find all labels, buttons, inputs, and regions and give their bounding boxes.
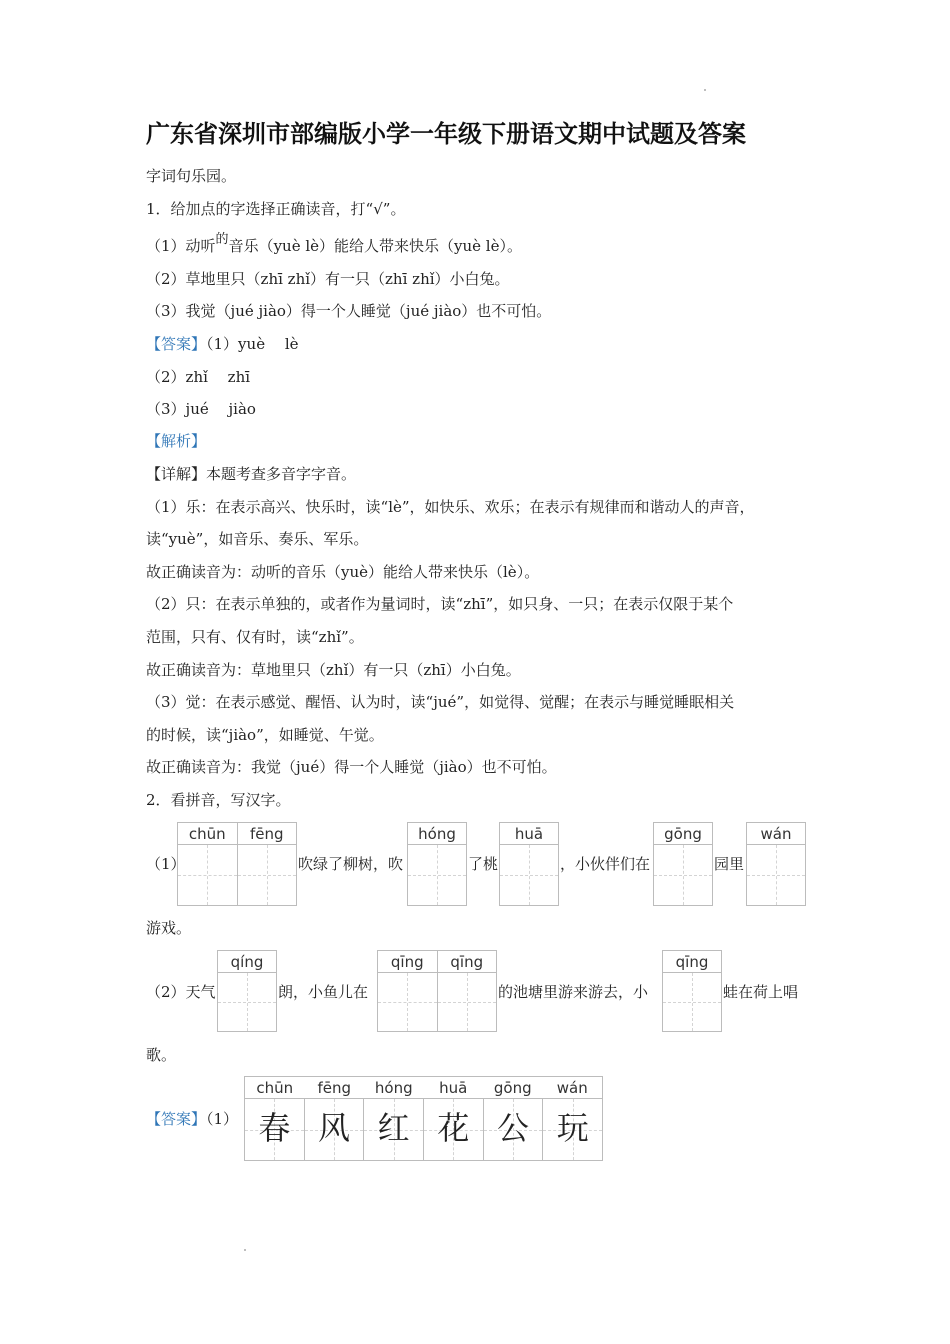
- explain-line-2: 读“yuè”，如音乐、奏乐、军乐。: [146, 530, 369, 548]
- writing-cell[interactable]: [663, 973, 721, 1031]
- answer-pinyin: wán: [556, 1079, 588, 1097]
- pinyin-box-wan[interactable]: [746, 822, 806, 906]
- answer-pinyin: fēng: [317, 1079, 352, 1097]
- pinyin-label: qíng: [230, 953, 264, 971]
- q2-line1-seg2: 了桃: [468, 855, 499, 873]
- q1-answer-1-text: （1）yuè lè: [206, 335, 299, 353]
- q1-item-1-post: 音乐（yuè lè）能给人带来快乐（yuè lè）。: [228, 237, 522, 255]
- pinyin-label: fēng: [237, 823, 297, 844]
- explain-line-9: 故正确读音为：我觉（jué）得一个人睡觉（jiào）也不可怕。: [146, 758, 557, 776]
- pinyin-box-qing-2[interactable]: [662, 950, 722, 1032]
- q2-line1-tail: 游戏。: [146, 919, 192, 937]
- pinyin-label: chūn: [188, 825, 226, 843]
- pinyin-box-qingqing[interactable]: [377, 950, 497, 1032]
- answer-char: 花: [437, 1109, 470, 1147]
- q2-line2-seg2: 的池塘里游来游去，小: [498, 983, 649, 1001]
- q2-answer-num: （1）: [206, 1110, 239, 1128]
- q2-answer-line: [146, 1109, 238, 1129]
- q2-line2-seg3: 蛙在荷上唱: [723, 983, 799, 1001]
- q2-line2-tail: 歌。: [146, 1046, 177, 1064]
- q1-answer-3: （3）jué jiào: [146, 400, 256, 418]
- answer-cell: [363, 1099, 423, 1160]
- q2-line1-seg4: 园里: [714, 855, 745, 873]
- pinyin-label: huā: [514, 825, 544, 843]
- explain-line-8: 的时候，读“jiào”，如睡觉、午觉。: [146, 726, 384, 744]
- q2-line1-num: （1）: [146, 855, 186, 873]
- explain-line-3: 故正确读音为：动听的音乐（yuè）能给人带来快乐（lè）。: [146, 563, 540, 581]
- q1-answer-1: [146, 334, 299, 354]
- writing-cell[interactable]: [747, 845, 805, 905]
- writing-cell[interactable]: [500, 845, 558, 905]
- pinyin-label: hóng: [418, 825, 456, 843]
- answer-cell: [245, 1099, 304, 1160]
- answer-label: 【答案】: [146, 335, 207, 353]
- detail-text: 本题考查多音字字音。: [206, 465, 357, 483]
- q1-stem: 1．给加点的字选择正确读音，打“√”。: [146, 200, 406, 218]
- writing-cell[interactable]: [218, 973, 276, 1031]
- writing-cell[interactable]: [237, 845, 297, 905]
- answer-char: 公: [497, 1109, 530, 1147]
- scan-dot: [704, 89, 706, 91]
- pinyin-label: wán: [760, 825, 792, 843]
- answer-cell: [542, 1099, 602, 1160]
- analysis-label: 【解析】: [146, 432, 207, 450]
- q2-line2-num: （2）天气: [146, 983, 216, 1001]
- answer-label: 【答案】: [146, 1110, 207, 1128]
- answer-char: 玩: [556, 1109, 589, 1147]
- explain-line-6: 故正确读音为：草地里只（zhǐ）有一只（zhī）小白兔。: [146, 661, 521, 679]
- writing-cell[interactable]: [178, 845, 237, 905]
- q1-item-1-pre: （1）动听: [146, 237, 216, 255]
- answer-cell: [423, 1099, 483, 1160]
- scan-dot: [244, 1249, 246, 1251]
- explain-line-4: （2）只：在表示单独的，或者作为量词时，读“zhī”，如只身、一只；在表示仅限于某个: [146, 595, 734, 613]
- q1-item-3: （3）我觉（jué jiào）得一个人睡觉（jué jiào）也不可怕。: [146, 302, 552, 320]
- explain-line-7: （3）觉：在表示感觉、醒悟、认为时，读“jué”，如觉得、觉醒；在表示与睡觉睡眠相关: [146, 693, 735, 711]
- pinyin-label: gōng: [664, 825, 702, 843]
- section-heading: 字词句乐园。: [146, 167, 237, 185]
- q2-line2-seg1: 朗，小鱼儿在: [278, 983, 369, 1001]
- pinyin-label: qīng: [390, 953, 424, 971]
- answer-pinyin: hóng: [374, 1079, 413, 1097]
- pinyin-box-chunfeng[interactable]: [177, 822, 297, 906]
- answer-char: 春: [258, 1109, 291, 1147]
- answer-char: 风: [318, 1109, 351, 1147]
- q1-item-2: （2）草地里只（zhī zhǐ）有一只（zhī zhǐ）小白兔。: [146, 270, 510, 288]
- pinyin-box-hua[interactable]: [499, 822, 559, 906]
- answer-char: 红: [377, 1109, 410, 1147]
- q1-answer-2: （2）zhǐ zhī: [146, 368, 251, 386]
- q1-item-1-dotted-char: 的: [215, 232, 229, 247]
- writing-cell[interactable]: [437, 973, 497, 1031]
- pinyin-label: qīng: [437, 951, 497, 972]
- explain-line-1: （1）乐：在表示高兴、快乐时，读“lè”，如快乐、欢乐；在表示有规律而和谐动人的声音，: [146, 498, 755, 516]
- q1-item-1: [146, 232, 522, 258]
- answer-pinyin: chūn: [256, 1079, 294, 1097]
- pinyin-label: qīng: [675, 953, 709, 971]
- pinyin-box-hong[interactable]: [407, 822, 467, 906]
- explain-line-5: 范围，只有、仅有时，读“zhǐ”。: [146, 628, 364, 646]
- q2-line1-seg3: ，小伙伴们在: [560, 855, 651, 873]
- page-title: 广东省深圳市部编版小学一年级下册语文期中试题及答案: [146, 120, 746, 148]
- pinyin-box-qing-1[interactable]: [217, 950, 277, 1032]
- q2-stem: 2．看拼音，写汉字。: [146, 791, 291, 809]
- detail-line: [146, 464, 356, 484]
- answer-cell: [483, 1099, 543, 1160]
- answer-pinyin: gōng: [493, 1079, 532, 1097]
- writing-cell[interactable]: [654, 845, 712, 905]
- writing-cell[interactable]: [408, 845, 466, 905]
- writing-cell[interactable]: [378, 973, 437, 1031]
- pinyin-box-gong[interactable]: [653, 822, 713, 906]
- answer-cell: [304, 1099, 364, 1160]
- q2-line1-seg1: 吹绿了柳树，吹: [298, 855, 404, 873]
- answer-pinyin: huā: [439, 1079, 468, 1097]
- detail-label: 【详解】: [146, 465, 207, 483]
- answer-box: [244, 1076, 603, 1161]
